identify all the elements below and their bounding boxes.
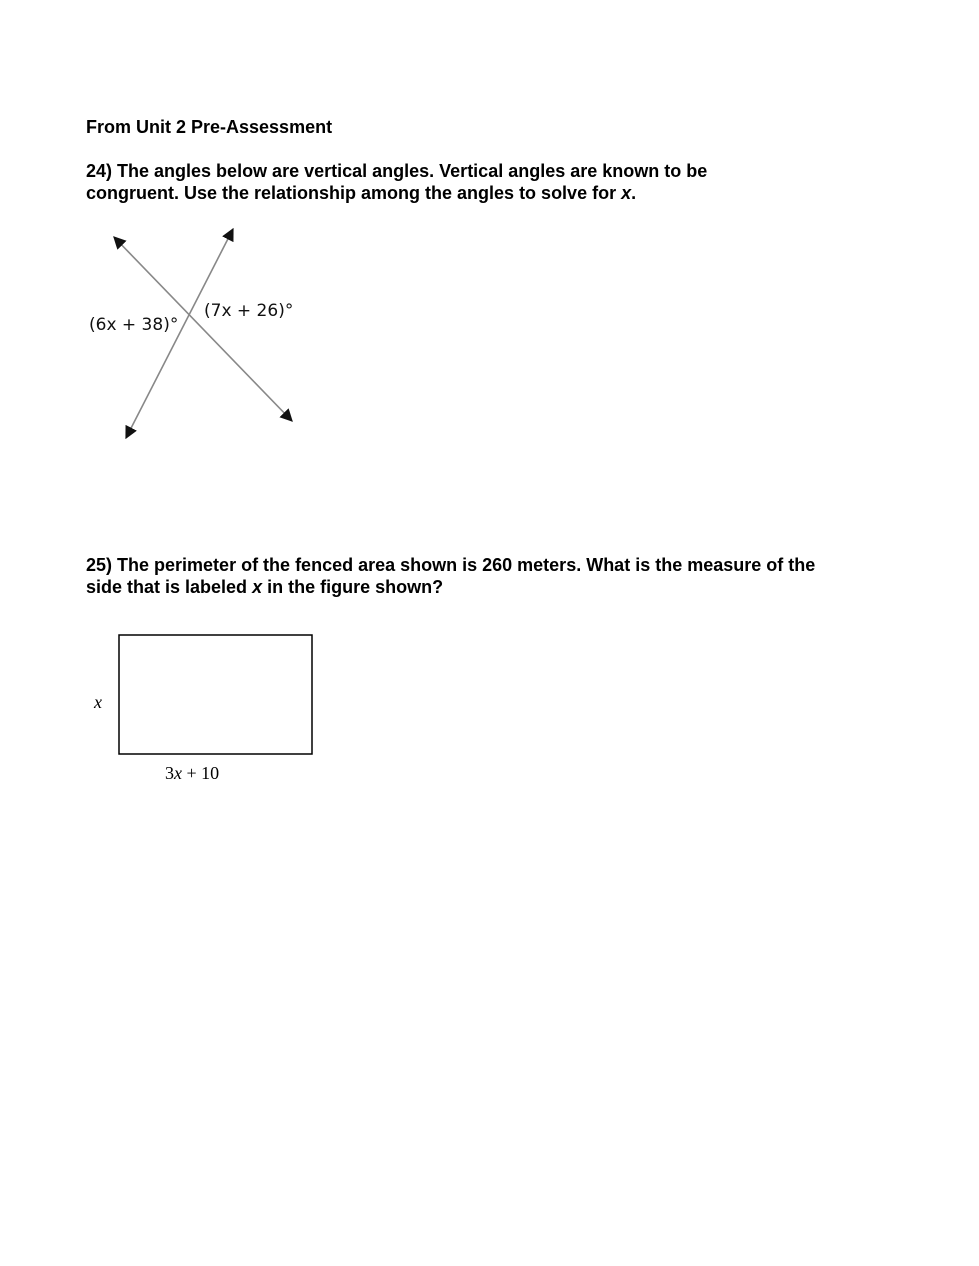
question-24-line-1	[86, 160, 707, 182]
page-title: From Unit 2 Pre-Assessment	[86, 117, 333, 137]
question-25-text-1: The perimeter of the fenced area shown is 260 meters. What is the measure of the	[117, 555, 816, 575]
question-24-text-1: The angles below are vertical angles. Vertical angles are known to be	[117, 161, 708, 181]
question-25	[86, 554, 815, 598]
question-25-text-2: side that is labeled	[86, 577, 253, 597]
bottom-side-label	[165, 763, 219, 783]
question-24-text-2-end: .	[631, 183, 637, 203]
question-25-number: 25)	[86, 555, 113, 575]
side-label-x: x	[94, 692, 102, 712]
question-24-number: 24)	[86, 161, 113, 181]
bottom-label-var: x	[174, 763, 182, 783]
question-25-text-2-end: in the figure shown?	[262, 577, 444, 597]
question-24-text-2: congruent. Use the relationship among the angles to solve for	[86, 183, 622, 203]
vertical-angles-figure	[80, 220, 310, 450]
bottom-label-coef: 3	[165, 763, 174, 783]
question-24	[86, 160, 707, 204]
question-24-variable: x	[621, 183, 632, 203]
fenced-rectangle	[119, 635, 312, 754]
question-24-line-2	[86, 182, 707, 204]
fenced-rectangle-figure	[86, 625, 326, 790]
right-angle-label: (7x + 26)°	[204, 301, 294, 321]
bottom-label-rest: + 10	[182, 763, 220, 783]
question-25-line-1	[86, 554, 815, 576]
question-25-line-2	[86, 576, 815, 598]
left-angle-label: (6x + 38)°	[89, 315, 179, 335]
question-25-variable: x	[252, 577, 263, 597]
